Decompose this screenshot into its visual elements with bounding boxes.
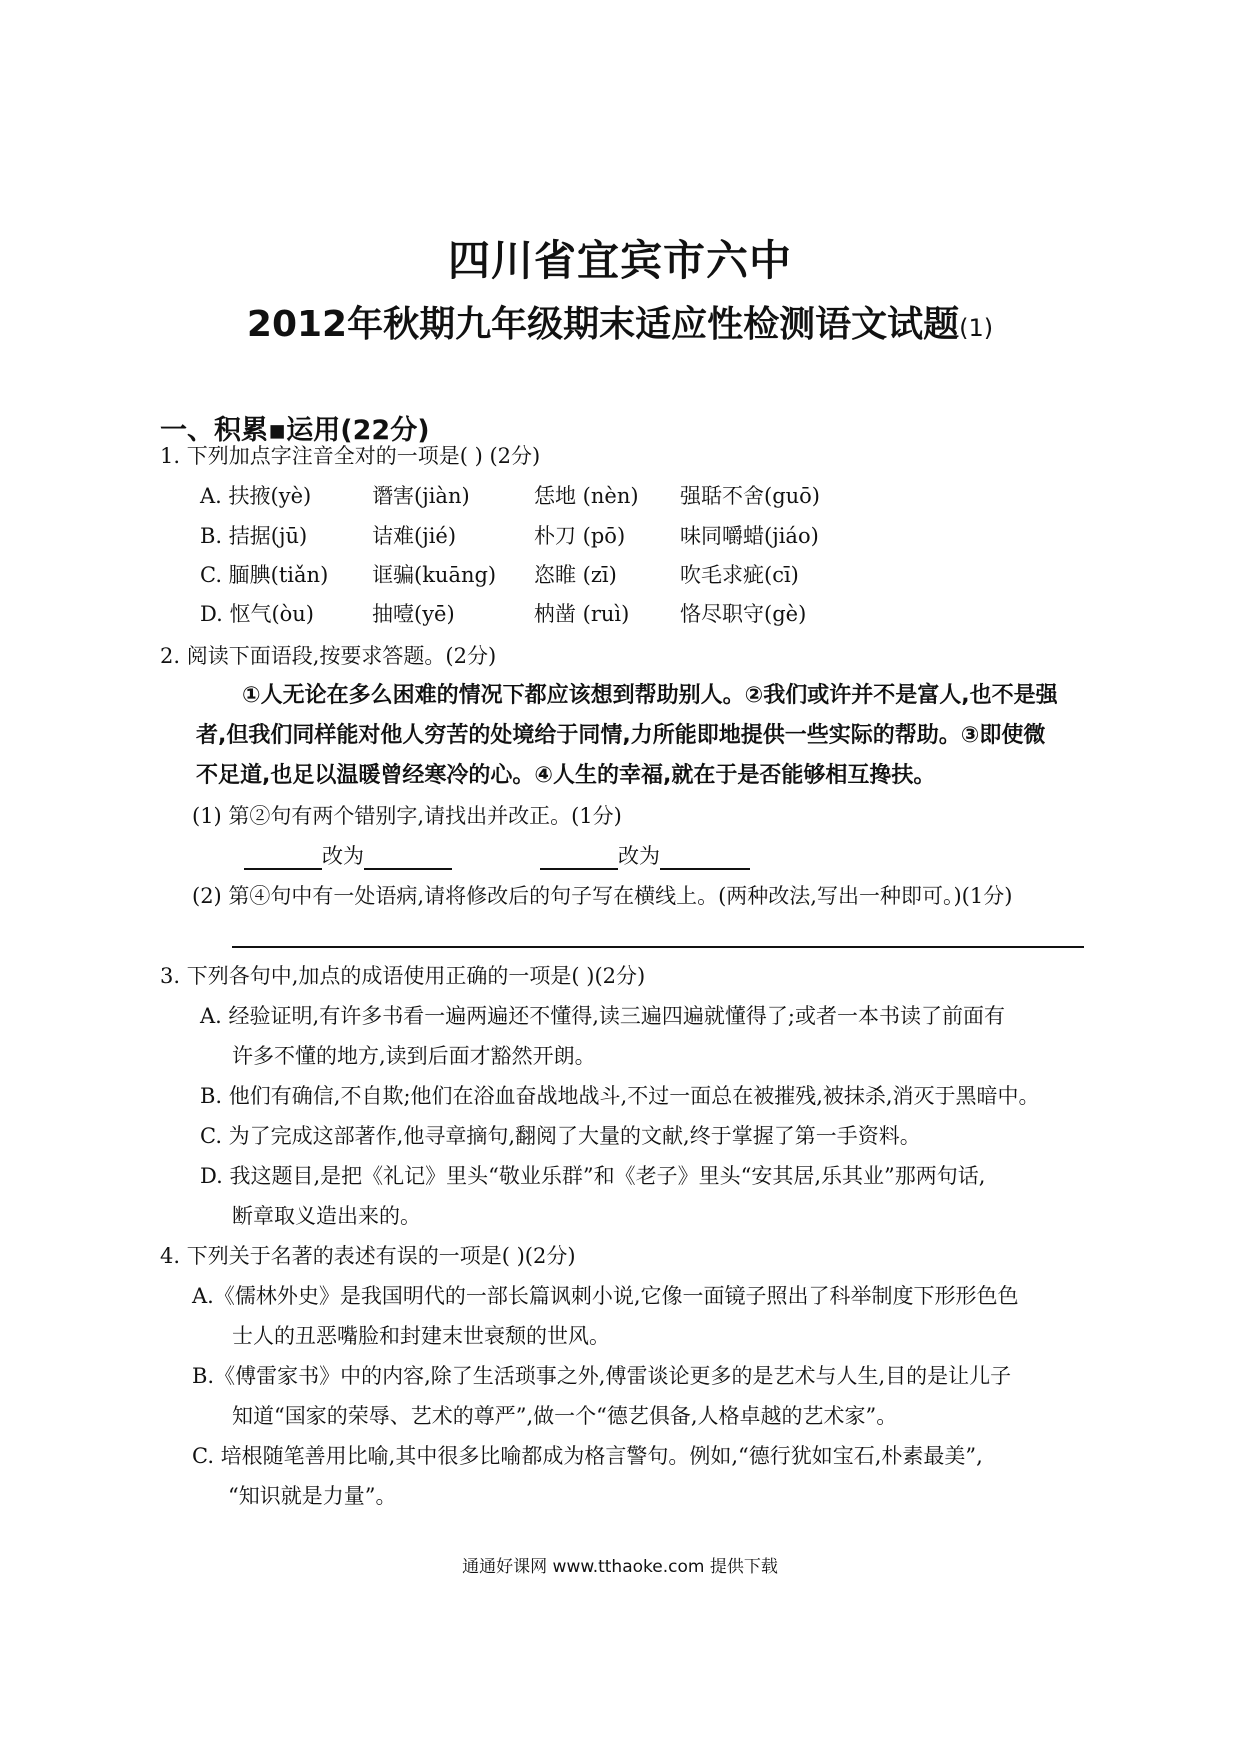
exam-volume: (1) <box>959 314 994 342</box>
change-to-label: 改为 <box>322 844 364 868</box>
question-2-sub1: (1) 第②句有两个错别字,请找出并改正。(1分) <box>192 804 622 828</box>
option-label: D. 怄气(òu) <box>200 602 314 626</box>
option-word: 味同嚼蜡(jiáo) <box>680 524 819 548</box>
answer-row-1 <box>244 842 452 870</box>
question-3-option-d: D. 我这题目,是把《礼记》里头“敬业乐群”和《老子》里头“安其居,乐其业”那两句话, <box>200 1164 986 1188</box>
exam-title-text: 2012年秋期九年级期末适应性检测语文试题 <box>246 304 960 345</box>
question-3-option-a-cont: 许多不懂的地方,读到后面才豁然开朗。 <box>232 1044 596 1068</box>
question-4-stem: 4. 下列关于名著的表述有误的一项是( )(2分) <box>160 1244 576 1268</box>
question-4-option-b: B.《傅雷家书》中的内容,除了生活琐事之外,傅雷谈论更多的是艺术与人生,目的是让儿子 <box>192 1364 1012 1388</box>
answer-blank[interactable] <box>364 846 452 870</box>
page-title-school: 四川省宜宾市六中 <box>447 236 792 285</box>
option-word: 枘凿 (ruì) <box>534 602 630 626</box>
option-label: C. 腼腆(tiǎn) <box>200 563 329 587</box>
option-label: B. 拮据(jū) <box>200 524 308 548</box>
answer-row-2 <box>540 842 750 870</box>
question-3-stem: 3. 下列各句中,加点的成语使用正确的一项是( )(2分) <box>160 964 646 988</box>
passage-line: 不足道,也足以温暖曾经寒冷的心。④人生的幸福,就在于是否能够相互搀扶。 <box>196 763 936 788</box>
question-1-stem: 1. 下列加点字注音全对的一项是( ) (2分) <box>160 444 541 468</box>
question-4-option-b-cont: 知道“国家的荣辱、艺术的尊严”,做一个“德艺俱备,人格卓越的艺术家”。 <box>232 1404 898 1428</box>
option-word: 诘难(jié) <box>372 524 457 548</box>
option-word: 强聒不舍(guō) <box>680 484 820 508</box>
passage-line: ①人无论在多么困难的情况下都应该想到帮助别人。②我们或许并不是富人,也不是强 <box>242 683 1058 708</box>
answer-blank[interactable] <box>244 846 322 870</box>
option-word: 恁地 (nèn) <box>534 484 639 508</box>
answer-blank[interactable] <box>540 846 618 870</box>
question-2-stem: 2. 阅读下面语段,按要求答题。(2分) <box>160 644 497 668</box>
option-word: 恣睢 (zī) <box>534 563 617 587</box>
option-word: 抽噎(yē) <box>372 602 455 626</box>
question-4-option-a-cont: 士人的丑恶嘴脸和封建末世衰颓的世风。 <box>232 1324 610 1348</box>
option-word: 恪尽职守(gè) <box>680 602 807 626</box>
question-3-option-c: C. 为了完成这部著作,他寻章摘句,翻阅了大量的文献,终于掌握了第一手资料。 <box>200 1124 921 1148</box>
question-2-sub2: (2) 第④句中有一处语病,请将修改后的句子写在横线上。(两种改法,写出一种即可。)(1分) <box>192 884 1013 908</box>
option-word: 谮害(jiàn) <box>372 484 470 508</box>
answer-blank[interactable] <box>660 846 750 870</box>
question-3-option-a: A. 经验证明,有许多书看一遍两遍还不懂得,读三遍四遍就懂得了;或者一本书读了前面有 <box>200 1004 1005 1028</box>
option-word: 朴刀 (pō) <box>534 524 626 548</box>
page-title-exam <box>0 296 1240 347</box>
question-4-option-a: A.《儒林外史》是我国明代的一部长篇讽刺小说,它像一面镜子照出了科举制度下形形色色 <box>192 1284 1019 1308</box>
answer-line[interactable] <box>232 946 1084 948</box>
question-3-option-b: B. 他们有确信,不自欺;他们在浴血奋战地战斗,不过一面总在被摧残,被抹杀,消灭于黑暗中。 <box>200 1084 1040 1108</box>
change-to-label: 改为 <box>618 844 660 868</box>
section-heading: 一、积累▪运用(22分) <box>160 415 430 446</box>
option-word: 诓骗(kuāng) <box>372 563 497 587</box>
question-3-option-d-cont: 断章取义造出来的。 <box>232 1204 421 1228</box>
question-4-option-c-cont: “知识就是力量”。 <box>228 1484 397 1508</box>
option-word: 吹毛求疵(cī) <box>680 563 799 587</box>
passage-line: 者,但我们同样能对他人穷苦的处境给于同情,力所能即地提供一些实际的帮助。③即使微 <box>196 723 1046 748</box>
option-label: A. 扶掖(yè) <box>200 484 312 508</box>
footer-credit: 通通好课网 www.tthaoke.com 提供下载 <box>462 1557 778 1577</box>
question-4-option-c: C. 培根随笔善用比喻,其中很多比喻都成为格言警句。例如,“德行犹如宝石,朴素最美”, <box>192 1444 983 1468</box>
